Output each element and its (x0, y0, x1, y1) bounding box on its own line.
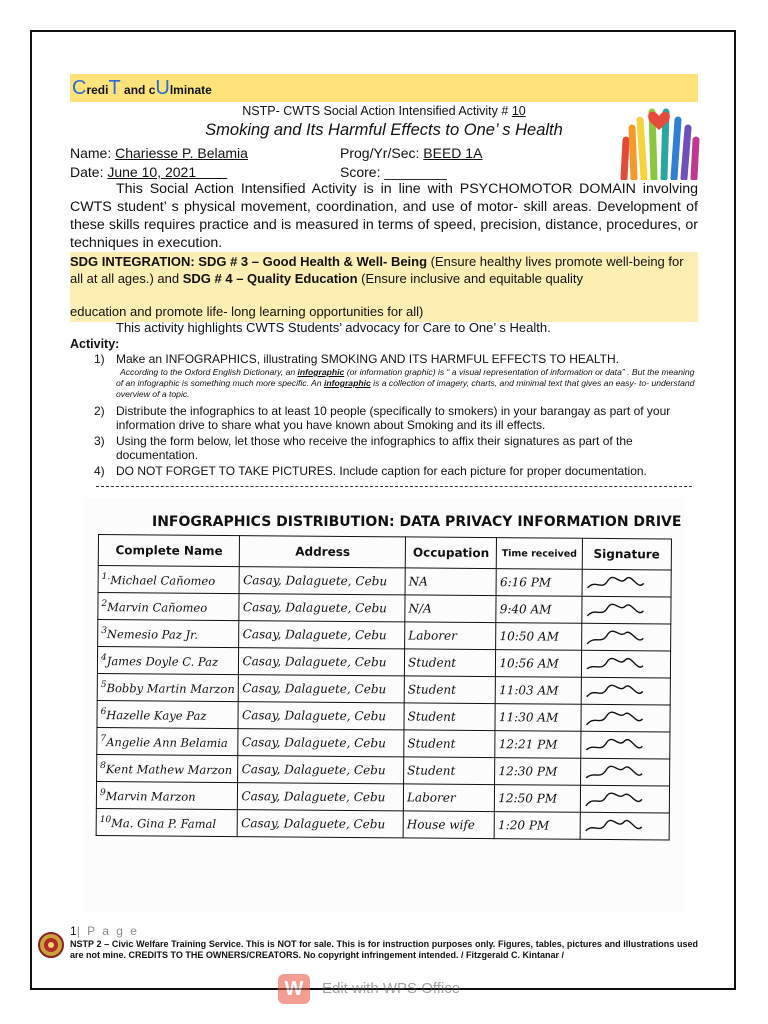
list-item-number: 4) (94, 464, 105, 478)
cell-time: 10:56 AM (496, 650, 582, 678)
cell-signature (581, 704, 671, 732)
cell-signature (581, 623, 671, 651)
cell-occupation: NA (405, 568, 497, 596)
cell-occupation: Laborer (403, 784, 495, 812)
cell-occupation: Student (404, 703, 496, 731)
intro-paragraph: This Social Action Intensified Activity is in line with PSYCHOMOTOR DOMAIN involving CWTS student’ s physical movement, coordination, and use of motor- skill areas. Development of these skills requires practice and is measured in terms of speed, precision, distance, procedures, or techniques in execution. (70, 181, 698, 251)
signature-scribble (585, 600, 645, 620)
col-complete-name: Complete Name (98, 535, 240, 567)
definition-text-3: is a collection of imagery, charts, and minimal text that gives an easy- to- understand overview of a topic. (116, 378, 695, 399)
cell-signature (580, 731, 670, 759)
wps-edit-watermark[interactable] (278, 972, 478, 1006)
score-field (340, 164, 447, 180)
cell-signature (581, 677, 671, 705)
col-occupation: Occupation (405, 537, 497, 569)
list-item-number: 3) (94, 434, 105, 448)
distribution-table (96, 534, 672, 840)
date-label: Date: (70, 164, 108, 180)
sdg4-label: SDG # 4 – Quality Education (182, 271, 358, 286)
document-title: Smoking and Its Harmful Effects to One’ s Health (205, 121, 563, 139)
signature-scribble (584, 789, 644, 809)
row-number: 9 (99, 787, 106, 798)
row-number: 7 (100, 733, 107, 744)
row-number: 3 (101, 625, 108, 636)
cell-signature (582, 569, 672, 597)
dashed-separator (96, 486, 692, 487)
sdg3-text: (Ensure healthy lives promote well-being for all at all ages.) and (70, 254, 684, 286)
sdg-paragraph (70, 253, 698, 287)
cell-address: Casay, Dalaguete, Cebu (238, 702, 404, 730)
definition-text-2: (or information graphic) is “ a visual representation of information or data” . But the meaning of an infographic is something much more specific. An (116, 367, 695, 388)
sdg3-label: SDG INTEGRATION: SDG # 3 – Good Health & Well- Being (70, 254, 428, 269)
definition-keyword-2: infographic (323, 378, 371, 388)
row-number: 5 (100, 679, 107, 690)
signature-scribble (585, 627, 645, 647)
cell-occupation: Student (404, 757, 496, 785)
cell-address: Casay, Dalaguete, Cebu (238, 756, 404, 784)
signature-scribble (585, 654, 645, 674)
cell-signature (581, 596, 671, 624)
cell-occupation: Student (404, 649, 496, 677)
date-value: June 10, 2021 (107, 164, 228, 180)
cell-address: Casay, Dalaguete, Cebu (238, 783, 404, 811)
school-seal-icon (38, 932, 64, 958)
wps-edit-text: Edit with WPS Office (322, 980, 461, 997)
name-value: Chariesse P. Belamia (115, 145, 248, 161)
cell-address: Casay, Dalaguete, Cebu (240, 567, 406, 595)
signer-name: Marvin Cañomeo (107, 599, 208, 615)
signature-scribble (584, 762, 644, 782)
list-item: Using the form below, let those who receive the infographics to affix their signatures as part of the documentation. (116, 434, 633, 462)
cell-occupation: House wife (403, 811, 495, 839)
table-body (96, 566, 671, 840)
date-row (70, 164, 698, 180)
row-number: 2 (101, 598, 108, 609)
cell-time: 11:30 AM (495, 704, 581, 732)
wps-logo-icon: W (278, 974, 310, 1004)
banner-text-1: redi (86, 83, 109, 97)
signer-name: Ma. Gina P. Famal (111, 815, 217, 831)
signature-scribble (584, 681, 644, 701)
table-row (96, 808, 669, 839)
sdg-line3: education and promote life- long learning opportunities for all) (70, 304, 424, 319)
cell-name (98, 620, 240, 648)
definition-keyword-1: infographic (297, 367, 345, 377)
list-item: Make an INFOGRAPHICS, illustrating SMOKING AND ITS HARMFUL EFFECTS TO HEALTH. (116, 352, 619, 366)
cell-time: 12:21 PM (495, 731, 581, 759)
cell-time: 6:16 PM (496, 569, 582, 597)
signature-scribble (585, 573, 645, 593)
highlight-sentence: This activity highlights CWTS Students’ advocacy for Care to One’ s Health. (116, 320, 551, 335)
banner-text-2: and c (120, 83, 156, 97)
cell-name (97, 754, 239, 782)
signer-name: Nemesio Paz Jr. (106, 626, 199, 642)
list-item: DO NOT FORGET TO TAKE PICTURES. Include caption for each picture for proper documentation. (116, 464, 647, 478)
cell-name (98, 593, 240, 621)
signature-scribble (584, 708, 644, 728)
row-number: 1. (101, 571, 111, 582)
banner-title (72, 77, 212, 100)
list-item-number: 2) (94, 404, 105, 418)
page-label: | P a g e (76, 924, 139, 938)
cell-time: 10:50 AM (496, 623, 582, 651)
cell-address: Casay, Dalaguete, Cebu (239, 594, 405, 622)
activity-prefix: NSTP- CWTS Social Action Intensified Activity # (242, 104, 512, 118)
cell-time: 12:30 PM (495, 758, 581, 786)
signer-name: Bobby Martin Marzon (106, 680, 235, 696)
cell-time: 12:50 PM (495, 785, 581, 813)
activity-line (70, 104, 698, 118)
signer-name: Marvin Marzon (105, 788, 196, 804)
cell-address: Casay, Dalaguete, Cebu (239, 675, 405, 703)
cell-name (97, 647, 239, 675)
footer-disclaimer: NSTP 2 – Civic Welfare Training Service. This is NOT for sale. This is for instruction purposes only. Figures, tables, pictures and illustrations used are not mine. CREDITS TO THE OWNERS/CREATORS. No copyright infringement intended. / Fitzgerald C. Kintanar / (70, 939, 698, 960)
table-header-row (98, 535, 671, 570)
signer-name: Angelie Ann Belamia (106, 734, 228, 750)
col-time-received: Time received (497, 538, 583, 570)
banner-text-3: lminate (169, 83, 212, 97)
cell-address: Casay, Dalaguete, Cebu (238, 729, 404, 757)
cell-name (97, 673, 239, 701)
signature-scribble (584, 735, 644, 755)
definition-text-1: According to the Oxford English Dictionary, an (120, 367, 298, 377)
cell-name (96, 781, 238, 809)
cell-name (98, 566, 240, 594)
score-label: Score: (340, 164, 385, 180)
page-num: 1 (70, 924, 77, 938)
row-number: 6 (100, 706, 107, 717)
prog-field (340, 145, 482, 161)
signer-name: Hazelle Kaye Paz (106, 707, 207, 723)
cell-occupation: N/A (405, 595, 497, 623)
activity-number: 10 (511, 104, 526, 118)
col-address: Address (240, 536, 406, 568)
form-title: INFOGRAPHICS DISTRIBUTION: DATA PRIVACY INFORMATION DRIVE (152, 514, 682, 530)
page-number (70, 924, 139, 938)
signer-name: Michael Cañomeo (110, 572, 216, 588)
list-item-number: 1) (94, 352, 105, 366)
banner-letter-t: T (108, 77, 121, 99)
row-number: 4 (100, 652, 107, 663)
score-value: ________ (384, 164, 447, 180)
cell-signature (580, 758, 670, 786)
prog-value: BEED 1A (423, 145, 483, 161)
cell-signature (580, 785, 670, 813)
cell-signature (581, 650, 671, 678)
row-number: 10 (99, 814, 112, 825)
cell-occupation: Laborer (405, 622, 497, 650)
banner-letter-c: C (72, 77, 87, 99)
activity-list (70, 352, 698, 492)
cell-time: 11:03 AM (496, 677, 582, 705)
signature-scribble (583, 816, 643, 836)
name-label: Name: (70, 145, 116, 161)
col-signature: Signature (582, 538, 672, 570)
cell-address: Casay, Dalaguete, Cebu (239, 648, 405, 676)
cell-address: Casay, Dalaguete, Cebu (238, 810, 404, 838)
title-banner (70, 74, 698, 102)
prog-label: Prog/Yr/Sec: (340, 145, 424, 161)
cell-address: Casay, Dalaguete, Cebu (239, 621, 405, 649)
cell-occupation: Student (404, 676, 496, 704)
signer-name: James Doyle C. Paz (106, 653, 219, 669)
signer-name: Kent Mathew Marzon (105, 761, 233, 777)
cell-occupation: Student (404, 730, 496, 758)
cell-name (97, 727, 239, 755)
sdg4-text: (Ensure inclusive and equitable quality (357, 271, 584, 286)
cell-time: 1:20 PM (494, 812, 580, 840)
cell-time: 9:40 AM (496, 596, 582, 624)
activity-heading: Activity: (70, 337, 120, 351)
cell-name (97, 700, 239, 728)
row-number: 8 (100, 760, 106, 771)
infographic-definition (116, 367, 698, 400)
list-item: Distribute the infographics to at least 10 people (specifically to smokers) in your barangay as part of your information drive to share what you have known about Smoking and its ill effects. (116, 404, 671, 432)
cell-signature (580, 812, 670, 840)
name-row (70, 145, 698, 161)
banner-letter-u: U (155, 77, 170, 99)
cell-name (96, 808, 238, 836)
